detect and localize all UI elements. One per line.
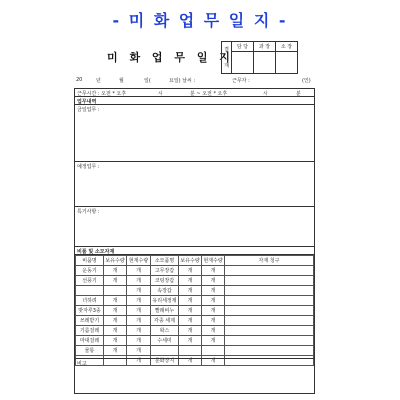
current-qty-cell[interactable]: 개 <box>127 356 151 366</box>
consumable-current-qty-cell[interactable]: 개 <box>202 266 225 276</box>
current-qty-cell[interactable]: 개 <box>127 266 151 276</box>
item-name-cell: 마대걸레 <box>76 336 104 346</box>
consumable-current-qty-cell[interactable] <box>202 346 225 356</box>
planned-work-area[interactable] <box>75 162 314 207</box>
consumable-name-cell: 코팅장갑 <box>151 276 179 286</box>
current-qty-cell[interactable]: 개 <box>127 346 151 356</box>
supplies-title: 비품 및 소모자재 <box>77 249 115 255</box>
work-time-hour2: 시 <box>263 91 268 97</box>
consumable-held-qty-cell[interactable]: 개 <box>179 336 202 346</box>
worker-label: 근무자 : <box>232 78 250 84</box>
current-qty-cell[interactable]: 개 <box>127 336 151 346</box>
consumable-current-qty-cell[interactable]: 개 <box>202 316 225 326</box>
supplies-row <box>76 276 314 286</box>
consumable-current-qty-cell[interactable]: 개 <box>202 326 225 336</box>
work-log-form <box>74 40 315 396</box>
supplies-row <box>76 346 314 356</box>
item-name-cell <box>76 286 104 296</box>
header-cell: 현재수량 <box>202 256 225 266</box>
remarks-label: 비고 <box>77 361 87 367</box>
remarks-area[interactable] <box>75 358 314 393</box>
item-name-cell: 기름걸레 <box>76 326 104 336</box>
work-time-hour1: 시 <box>158 91 163 97</box>
work-time-label: 근무시간 : 오전 * 오후 <box>77 91 127 97</box>
header-cell: 소모품명 <box>151 256 179 266</box>
consumable-name-cell: 왁스 <box>151 326 179 336</box>
day-label: 일( <box>144 78 151 84</box>
supplies-table <box>75 255 314 366</box>
material-request-cell[interactable] <box>225 266 314 276</box>
supplies-row <box>76 326 314 336</box>
consumable-held-qty-cell[interactable]: 개 <box>179 306 202 316</box>
consumable-current-qty-cell[interactable]: 개 <box>202 356 225 366</box>
consumable-current-qty-cell[interactable]: 개 <box>202 336 225 346</box>
consumable-held-qty-cell[interactable]: 개 <box>179 266 202 276</box>
consumable-name-cell: 유리세정제 <box>151 296 179 306</box>
material-request-cell[interactable] <box>225 306 314 316</box>
consumable-current-qty-cell[interactable]: 개 <box>202 276 225 286</box>
held-qty-cell[interactable]: 개 <box>104 276 127 286</box>
supplies-row <box>76 316 314 326</box>
top-banner-title: - 미 화 업 무 일 지 - <box>112 11 288 30</box>
consumable-name-cell: 각종 세제 <box>151 316 179 326</box>
consumable-name-cell: 빨래비누 <box>151 306 179 316</box>
supplies-row <box>76 306 314 316</box>
header-cell: 비품명 <box>76 256 104 266</box>
material-request-cell[interactable] <box>225 276 314 286</box>
planned-work-label: 예정업무 : <box>77 164 100 170</box>
consumable-held-qty-cell[interactable]: 개 <box>179 296 202 306</box>
work-time-min1: 분 ~ 오전 * 오후 <box>190 91 228 97</box>
approval-side-label <box>222 42 232 74</box>
held-qty-cell[interactable]: 개 <box>104 266 127 276</box>
held-qty-cell[interactable]: 개 <box>104 306 127 316</box>
approval-side-top: 결 <box>224 46 229 53</box>
main-frame <box>74 88 315 394</box>
held-qty-cell[interactable]: 개 <box>104 326 127 336</box>
supplies-row <box>76 336 314 346</box>
consumable-name-cell: 문화장지 <box>151 356 179 366</box>
current-qty-cell[interactable]: 개 <box>127 286 151 296</box>
approval-role-3: 소 장 <box>276 42 298 52</box>
supplies-row <box>76 286 314 296</box>
year-label: 년 <box>96 78 101 84</box>
material-request-cell[interactable] <box>225 296 314 306</box>
supplies-body <box>76 266 314 366</box>
year-prefix: 20 <box>76 77 83 83</box>
consumable-held-qty-cell[interactable]: 개 <box>179 326 202 336</box>
item-name-cell: 녀하려 <box>76 296 104 306</box>
supplies-row <box>76 296 314 306</box>
material-request-cell[interactable] <box>225 346 314 356</box>
consumable-held-qty-cell[interactable]: 개 <box>179 356 202 366</box>
main-work-area[interactable] <box>75 105 314 162</box>
seal-label: (인) <box>302 78 311 84</box>
item-name-cell: 선풍기 <box>76 276 104 286</box>
held-qty-cell[interactable]: 개 <box>104 336 127 346</box>
approval-sign-2[interactable] <box>254 52 276 74</box>
approval-side-bottom: 재 <box>224 62 229 69</box>
approval-role-2: 과 장 <box>254 42 276 52</box>
work-details-header <box>75 97 314 105</box>
supplies-header <box>75 247 314 255</box>
consumable-held-qty-cell[interactable]: 개 <box>179 286 202 296</box>
held-qty-cell[interactable]: 개 <box>104 346 127 356</box>
form-title: 미 화 업 무 일 지 <box>107 51 234 64</box>
header-cell: 보유수량 <box>179 256 202 266</box>
item-name-cell: 쓰레받기 <box>76 316 104 326</box>
weekday-weather-label: 요일) 날씨 : <box>169 78 196 84</box>
consumable-current-qty-cell[interactable]: 개 <box>202 306 225 316</box>
current-qty-cell[interactable]: 개 <box>127 296 151 306</box>
work-time-min2: 분 <box>296 91 301 97</box>
consumable-held-qty-cell[interactable]: 개 <box>179 276 202 286</box>
main-work-label: 금일업무 : <box>77 107 100 113</box>
special-notes-label: 특기사항 : <box>77 209 100 215</box>
consumable-current-qty-cell[interactable]: 개 <box>202 296 225 306</box>
current-qty-cell[interactable]: 개 <box>127 326 151 336</box>
work-details-label: 업무내역 <box>77 99 97 105</box>
consumable-held-qty-cell[interactable] <box>179 346 202 356</box>
item-name-cell: 물통 <box>76 346 104 356</box>
held-qty-cell[interactable]: 개 <box>104 316 127 326</box>
consumable-name-cell <box>151 346 179 356</box>
held-qty-cell[interactable] <box>104 286 127 296</box>
approval-sign-3[interactable] <box>276 52 298 74</box>
work-time-row <box>75 89 314 97</box>
material-request-cell[interactable] <box>225 326 314 336</box>
current-qty-cell[interactable]: 개 <box>127 316 151 326</box>
consumable-name-cell: 수세미 <box>151 336 179 346</box>
material-request-cell[interactable] <box>225 336 314 346</box>
consumable-name-cell: 속장갑 <box>151 286 179 296</box>
material-request-cell[interactable] <box>225 286 314 296</box>
material-request-cell[interactable] <box>225 316 314 326</box>
approval-role-1: 담 당 <box>232 42 254 52</box>
supplies-row <box>76 266 314 276</box>
current-qty-cell[interactable]: 개 <box>127 276 151 286</box>
special-notes-area[interactable] <box>75 207 314 247</box>
consumable-held-qty-cell[interactable]: 개 <box>179 316 202 326</box>
approval-sign-1[interactable] <box>232 52 254 74</box>
held-qty-cell[interactable]: 개 <box>104 296 127 306</box>
consumable-name-cell: 고무장갑 <box>151 266 179 276</box>
header-cell: 보유수량 <box>104 256 127 266</box>
item-name-cell: 운동기 <box>76 266 104 276</box>
month-label: 월 <box>119 78 124 84</box>
supplies-header-row <box>76 256 314 266</box>
item-name-cell: 밧자루3종 <box>76 306 104 316</box>
header-cell: 현재수량 <box>127 256 151 266</box>
current-qty-cell[interactable]: 개 <box>127 306 151 316</box>
consumable-current-qty-cell[interactable]: 개 <box>202 286 225 296</box>
header-cell: 자재 청구 <box>225 256 314 266</box>
approval-box <box>221 41 298 74</box>
